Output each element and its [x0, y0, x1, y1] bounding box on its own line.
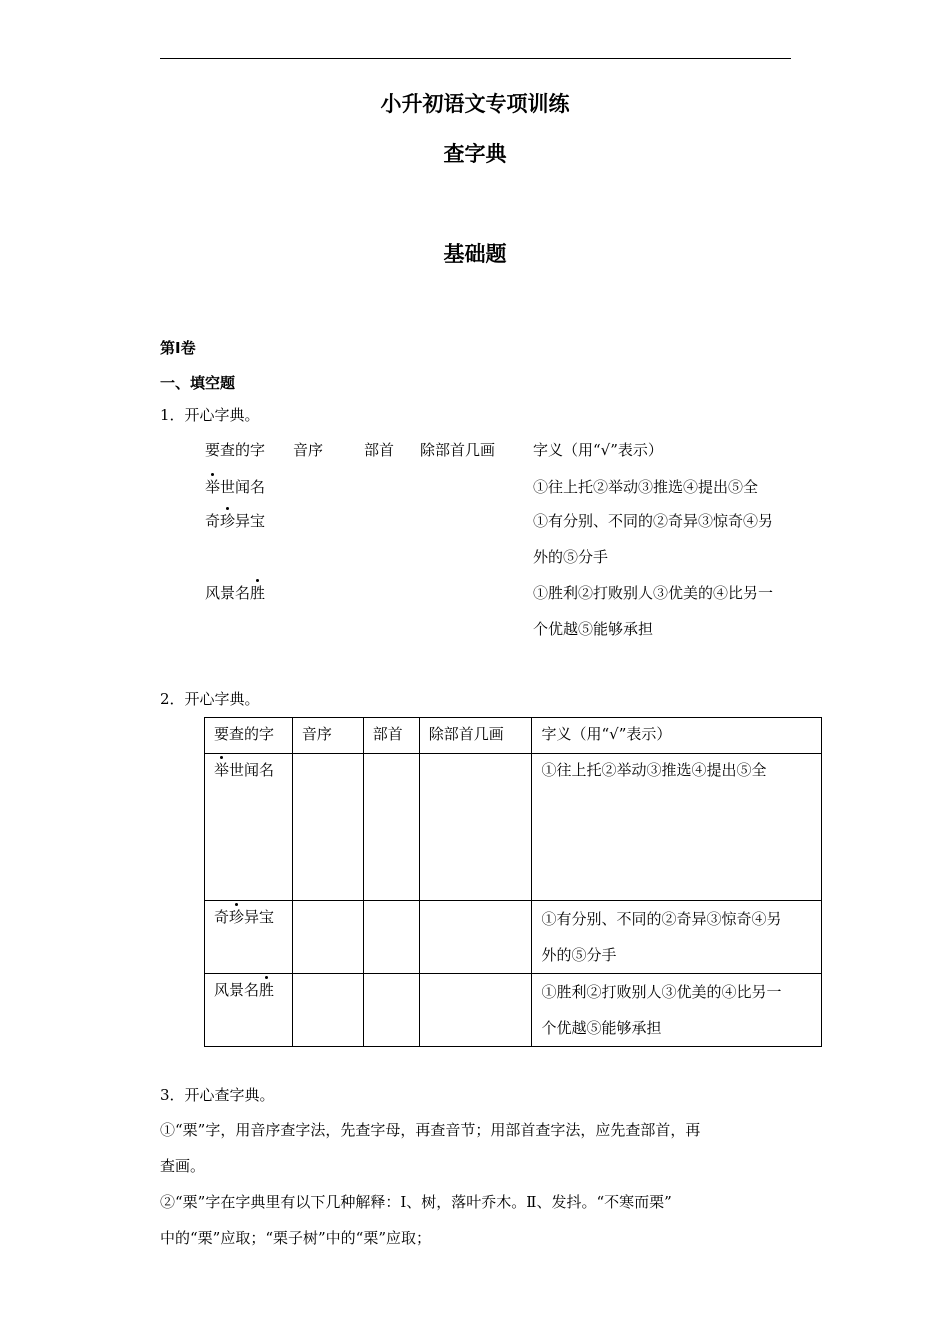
answer-cell-strokes[interactable]: [419, 974, 532, 1047]
q1-label: 1．开心字典。: [160, 406, 260, 424]
table-cell-word: 举世闻名: [205, 754, 293, 901]
volume-label: 第Ⅰ卷: [160, 339, 196, 357]
answer-cell-radical[interactable]: [363, 901, 419, 974]
emphasis-dot-char: 举: [205, 478, 221, 496]
q2-table: [204, 717, 822, 1047]
table-cell-meaning: ①往上托②举动③推选④提出⑤全: [532, 754, 822, 901]
answer-cell-pinyin[interactable]: [292, 754, 363, 901]
q1-header-strokes: 除部首几画: [420, 441, 496, 459]
table-header-row: [205, 718, 822, 754]
emphasis-dot-char: 胜: [250, 584, 266, 602]
q1-row1-word: 举世闻名: [205, 478, 266, 496]
emphasis-dot-char: 珍: [220, 512, 236, 530]
table-row: [205, 754, 822, 901]
table-cell-meaning: ①胜利②打败别人③优美的④比另一 个优越⑤能够承担: [532, 974, 822, 1047]
part-heading: 一、填空题: [160, 374, 236, 392]
q3-label: 3．开心查字典。: [160, 1086, 275, 1104]
header-rule: [160, 58, 791, 59]
section-title: 基础题: [443, 242, 507, 266]
doc-subtitle: 查字典: [443, 142, 507, 166]
table-header-char: 要查的字: [205, 718, 293, 754]
q3-item1-line2: 查画。: [160, 1157, 206, 1175]
table-cell-word: 奇珍异宝: [205, 901, 293, 974]
q2-label: 2．开心字典。: [160, 690, 260, 708]
table-row: [205, 901, 822, 974]
q1-row2-meaning-line1: ①有分别、不同的②奇异③惊奇④另: [533, 512, 774, 530]
answer-cell-radical[interactable]: [363, 974, 419, 1047]
table-cell-word: 风景名胜: [205, 974, 293, 1047]
table-header-strokes: 除部首几画: [419, 718, 532, 754]
q1-row3-meaning-line2: 个优越⑤能够承担: [533, 620, 654, 638]
emphasis-dot-char: 举: [214, 761, 230, 779]
table-row: [205, 974, 822, 1047]
q1-row3-meaning-line1: ①胜利②打败别人③优美的④比另一: [533, 584, 774, 602]
q1-row1-meaning: ①往上托②举动③推选④提出⑤全: [533, 478, 759, 496]
answer-cell-strokes[interactable]: [419, 754, 532, 901]
table-header-pinyin: 音序: [292, 718, 363, 754]
q1-row3-word: 风景名胜: [205, 584, 266, 602]
table-header-meaning: 字义（用“√”表示）: [532, 718, 822, 754]
q3-item2-line2: 中的“栗”应取；“栗子树”中的“栗”应取；: [160, 1229, 432, 1247]
q1-header-radical: 部首: [364, 441, 395, 459]
q1-header-meaning: 字义（用“√”表示）: [533, 441, 663, 459]
q3-item2-line1: ②“栗”字在字典里有以下几种解释：Ⅰ、树，落叶乔木。Ⅱ、发抖。“不寒而栗”: [160, 1193, 672, 1211]
answer-cell-radical[interactable]: [363, 754, 419, 901]
table-cell-meaning: ①有分别、不同的②奇异③惊奇④另 外的⑤分手: [532, 901, 822, 974]
q1-row2-word: 奇珍异宝: [205, 512, 266, 530]
emphasis-dot-char: 珍: [229, 908, 245, 926]
q1-row2-meaning-line2: 外的⑤分手: [533, 548, 609, 566]
q1-header-pinyin: 音序: [293, 441, 324, 459]
q1-header-char: 要查的字: [205, 441, 266, 459]
q3-item1-line1: ①“栗”字，用音序查字法，先查字母，再查音节；用部首查字法，应先查部首，再: [160, 1121, 701, 1139]
answer-cell-pinyin[interactable]: [292, 974, 363, 1047]
answer-cell-strokes[interactable]: [419, 901, 532, 974]
table-header-radical: 部首: [363, 718, 419, 754]
emphasis-dot-char: 胜: [259, 981, 275, 999]
answer-cell-pinyin[interactable]: [292, 901, 363, 974]
doc-title: 小升初语文专项训练: [380, 92, 570, 116]
